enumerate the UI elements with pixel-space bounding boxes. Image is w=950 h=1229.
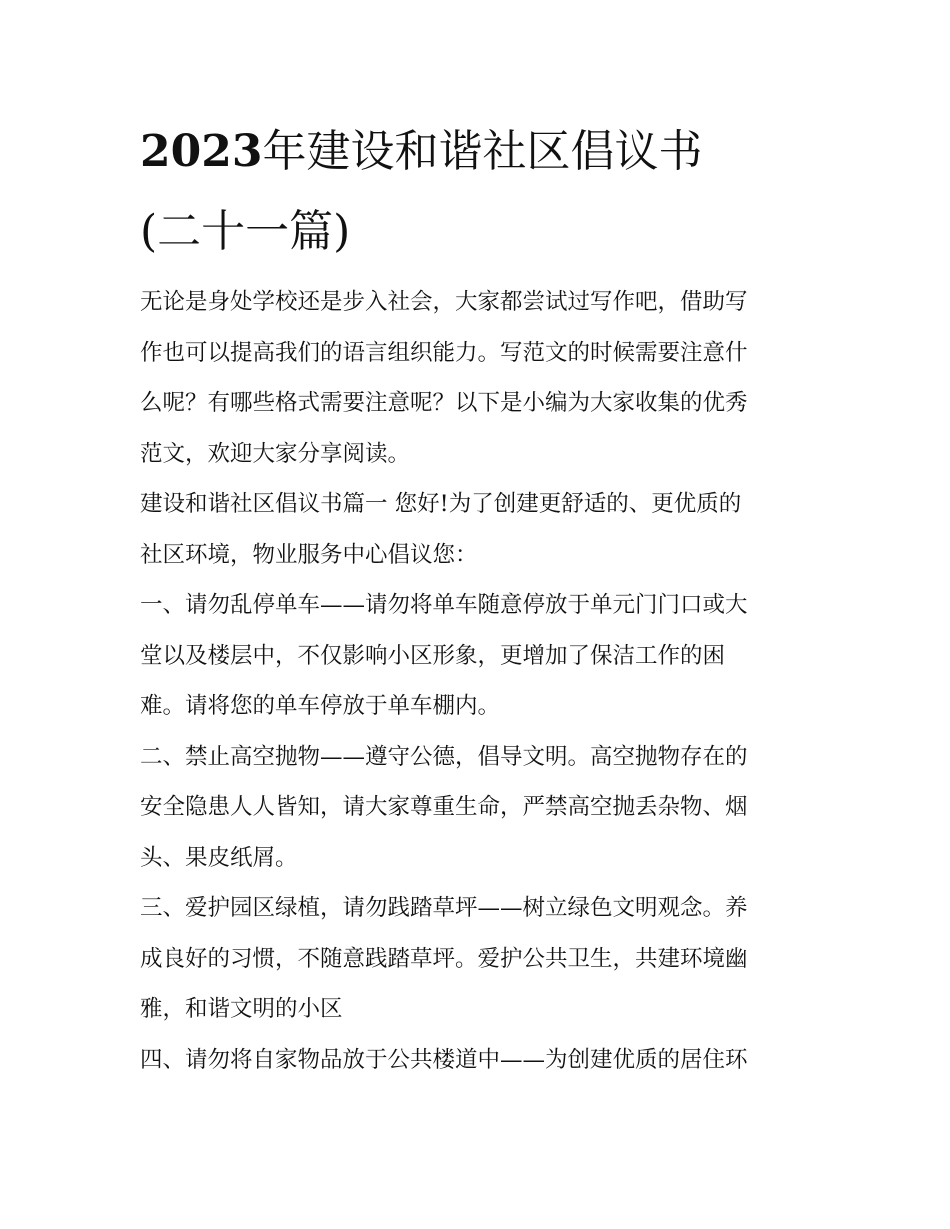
- body-line: 四、请勿将自家物品放于公共楼道中——为创建优质的居住环: [140, 1046, 748, 1073]
- body-line: 堂以及楼层中，不仅影响小区形象，更增加了保洁工作的困: [140, 642, 726, 669]
- title-line-1: [140, 126, 702, 177]
- body-line: 雅，和谐文明的小区: [140, 996, 343, 1022]
- body-line: 成良好的习惯，不随意践踏草坪。爱护公共卫生，共建环境幽: [140, 945, 748, 972]
- document-body: [140, 277, 815, 1085]
- body-line: 社区环境，物业服务中心倡议您：: [140, 541, 478, 568]
- body-line: 建设和谐社区倡议书篇一 您好!为了创建更舒适的、更优质的: [140, 491, 742, 517]
- body-line: 范文，欢迎大家分享阅读。: [140, 440, 411, 467]
- body-line: 无论是身处学校还是步入社会，大家都尝试过写作吧，借助写: [140, 289, 748, 315]
- body-line: 难。请将您的单车停放于单车棚内。: [140, 693, 501, 719]
- document-title: [140, 112, 840, 272]
- body-line: 作也可以提高我们的语言组织能力。写范文的时候需要注意什: [140, 339, 748, 366]
- body-line: 三、爱护园区绿植，请勿践踏草坪——树立绿色文明观念。养: [140, 895, 748, 921]
- body-line: 么呢？有哪些格式需要注意呢？以下是小编为大家收集的优秀: [140, 390, 748, 416]
- title-year: 2023: [140, 126, 263, 177]
- body-line: 头、果皮纸屑。: [140, 844, 298, 871]
- body-line: 一、请勿乱停单车——请勿将单车随意停放于单元门门口或大: [140, 592, 748, 618]
- title-line-2: (二十一篇): [140, 206, 351, 257]
- title-text: 年建设和谐社区倡议书: [262, 126, 703, 177]
- body-line: 二、禁止高空抛物——遵守公德，倡导文明。高空抛物存在的: [140, 743, 748, 770]
- body-line: 安全隐患人人皆知，请大家尊重生命，严禁高空抛丢杂物、烟: [140, 794, 748, 820]
